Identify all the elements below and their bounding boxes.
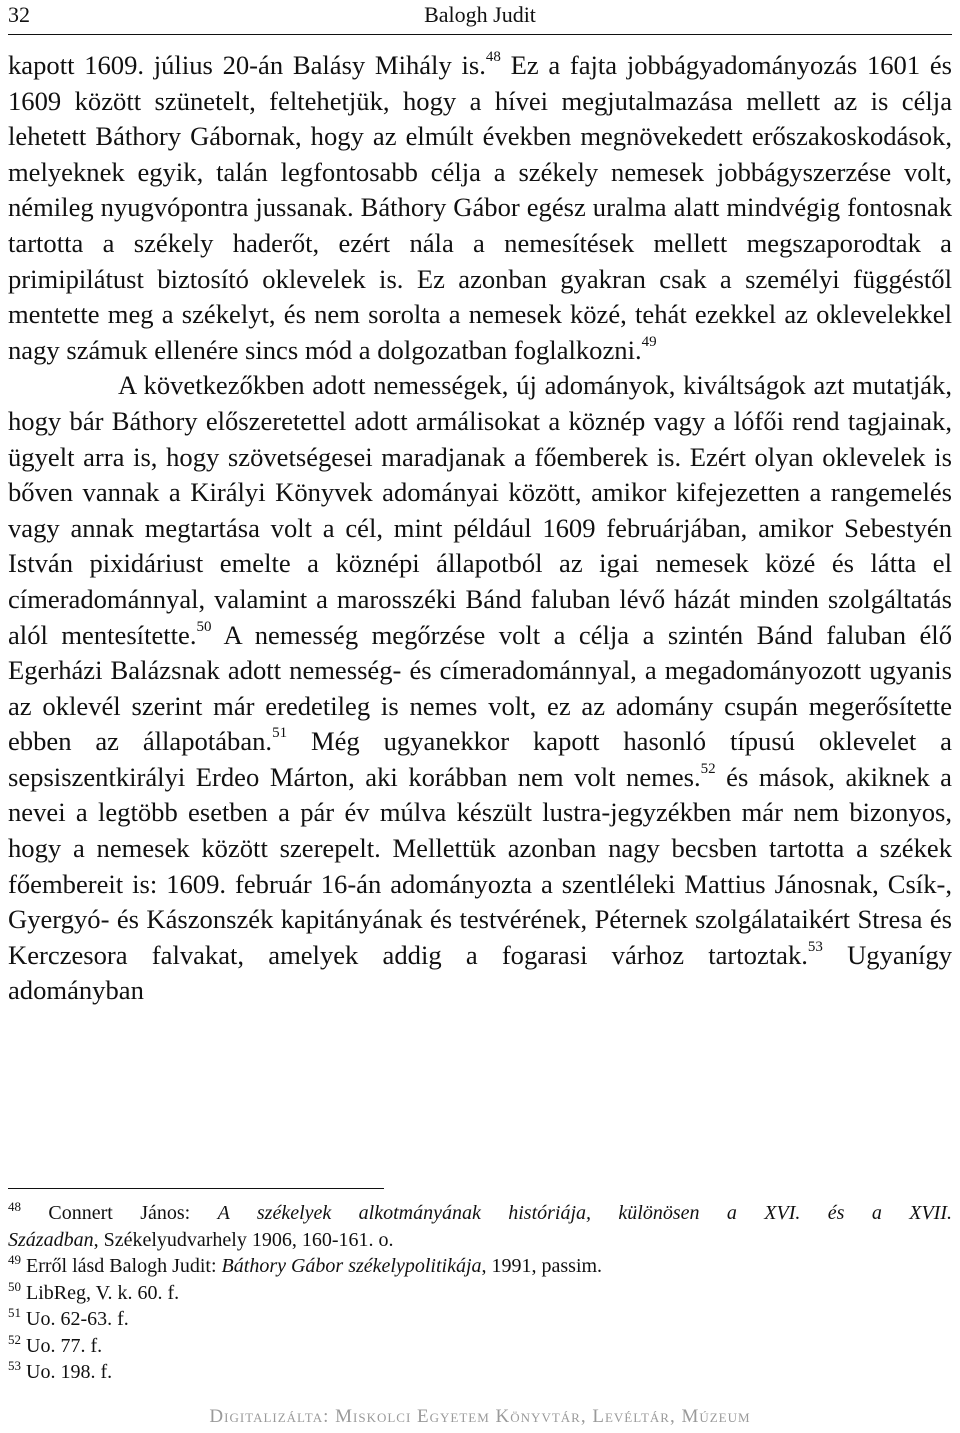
footnote-ref-48[interactable]: 48	[485, 49, 501, 65]
header-rule	[8, 34, 952, 35]
footnote-separator	[8, 1188, 384, 1189]
footnote-ref-53[interactable]: 53	[807, 938, 823, 955]
footnote-ref-50[interactable]: 50	[196, 618, 212, 635]
digitization-watermark: Digitalizálta: Miskolci Egyetem Könyvtár, Levéltár, Múzeum	[209, 1406, 751, 1427]
footnote-51: $^{51}$ Uo. 62-63. f.	[8, 1305, 129, 1330]
footnote-53: $^{53}$ Uo. 198. f.	[8, 1358, 113, 1383]
running-title: Balogh Judit	[424, 2, 536, 27]
footnote-ref-52[interactable]: 52	[700, 760, 716, 777]
footnote-ref-49[interactable]: 49	[641, 333, 657, 350]
footnote-50: $^{50}$ LibReg, V. k. 60. f.	[8, 1278, 180, 1304]
footnote-48: $^{48}$ Connert János: A székelyek alkotmányának históriája, különösen a XVI. és a XVII.	[8, 1199, 952, 1224]
paragraph-1: kapott 1609. július 20-án Balásy Mihály is.$^{48}$ Ez a fajta jobbágyadományozás 1601 és 1609 között szünetelt, feltehetjük, hogy a hívei megjutalmazása mellett az is célja lehetett Báthory Gábornak, hogy az elmúlt években megnövekedett erőszakoskodások, melyeknek egyik, talán legfontosabb célja a székely nemesek jobbágyszerzése volt, némileg nyugvópontra jussanak. Báthory Gábor egész uralma alatt mindvégig fontosnak tartotta a székely haderőt, ezért nála a nemesítések mellett megszaporodtak a primipilátust biztosító oklevelek is. Ez azonban gyakran csak a személyi függéstől mentette meg a székelyt, és nem sorolta a nemesek közé, tehát ezekkel az oklevelekkel nagy számuk ellenére sincs mód a dolgozatban foglalkozni.$^{49}$	[8, 49, 952, 365]
body-text	[8, 48, 952, 1009]
paragraph-2: A következőkben adott nemességek, új adományok, kiváltságok azt mutatják, hogy bár Báthory előszeretettel adott armálisokat a köznép vagy a lófői rend tagjainak, ügyelt arra is, hogy szövetségesei maradjanak a főemberek is. Ezért olyan oklevelek is bőven vannak a Királyi Könyvek adományai között, amikor kifejezetten a rangemelés vagy annak megtartása volt a cél, mint például 1609 februárjában, amikor Sebestyén István pixidáriust emelte a köznépi állapotból az igai nemesek közé és látta el címeradománnyal, valamint a marosszéki Bánd faluban lévő házát minden szolgáltatás alól mentesítette.$^{50}$ A nemesség megőrzése volt a célja a szintén Bánd faluban élő Egerházi Balázsnak adott nemesség- és címeradománnyal, a megadományozott ugyanis az oklevél szerint már eredetileg is nemes volt, ez az adomány csupán megerősítette ebben az állapotában.$^{51}$ Még ugyanekkor kapott hasonló típusú oklevelet a sepsiszentkirályi Erdeo Márton, aki korábban nem volt nemes.$^{52}$ és mások, akiknek a nevei a legtöbb esetben a pár év múlva készült lustra-jegyzékben már nem bizonyos, hogy a nemesek között szerepelt. Mellettük azonban nagy becsben tartotta a székek főembereit is: 1609. február 16-án adományozta a szentléleki Mattius Jánosnak, Csík-, Gyergyó- és Kászonszék kapitányának és testvérének, Péternek szolgálataikért Stresa és Kerczesora falvakat, amelyek addig a fogarasi várhoz tartoztak.$^{53}$ Ugyanígy adományban	[8, 370, 952, 1006]
page-number: 32	[8, 2, 30, 27]
footnote-49: $^{49}$ Erről lásd Balogh Judit: Báthory Gábor székelypolitikája, 1991, passim.	[8, 1252, 603, 1277]
footnote-52: $^{52}$ Uo. 77. f.	[8, 1331, 103, 1357]
footnote-48-cont: Században, Székelyudvarhely 1906, 160-161. o.	[8, 1228, 394, 1251]
page-header	[8, 0, 952, 34]
footnote-ref-51[interactable]: 51	[272, 725, 288, 742]
footnotes	[8, 1200, 952, 1386]
